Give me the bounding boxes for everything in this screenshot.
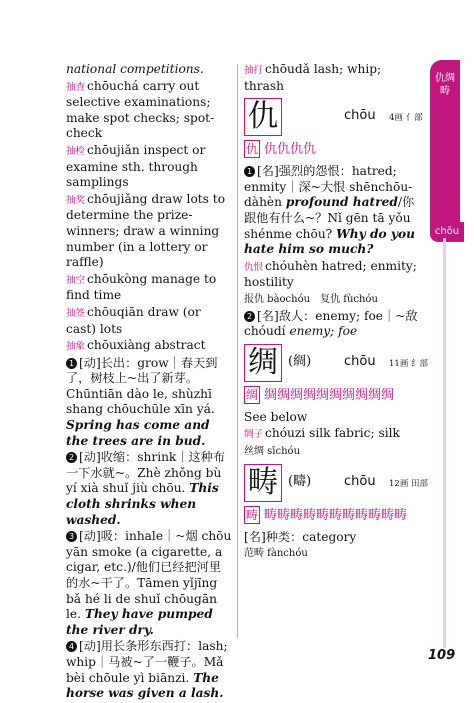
headword-character: 畴 (244, 464, 282, 502)
sense-number: 3 (66, 531, 77, 542)
headword-character: 绸 (244, 344, 282, 382)
sense-number: 1 (66, 358, 77, 369)
compound-entry: 抽象 chōuxiàng abstract (66, 338, 206, 353)
headword-pinyin: chōu (344, 353, 376, 369)
compound-headword: 抽检 (66, 145, 86, 157)
compound-line: 范畴 fànchóu (244, 548, 308, 560)
left-column (66, 62, 232, 703)
stroke-order-box: 绸 (246, 387, 259, 402)
compound-entry: 抽查 chōuchá carry out selective examinations; make spot checks; spot-check (66, 78, 215, 141)
stroke-radical-info: 12画 田部 (389, 478, 429, 489)
compound-entry: 绸子 chóuzi silk fabric; silk (244, 426, 400, 441)
sense-entry: 2 [动]收缩：shrink｜这种布一下水就~。Zhè zhǒng bù yí xià shuǐ jiù chōu. This cloth shrinks when washed. (66, 450, 226, 527)
headword-pinyin: chōu (344, 473, 376, 489)
stroke-radical-info: 11画 纟部 (389, 358, 429, 369)
traditional-form: (綢) (288, 353, 312, 369)
side-tab-label: chōu (430, 222, 464, 242)
sense-entry: 1 [动]长出：grow｜春天到了，树枝上~出了新芽。Chūntiān dào le, shùzhī shang chōuchūle xīn yá. Spring has come and the trees are in bud. (66, 355, 218, 448)
compound-entry: 抽空 chōukòng manage to find time (66, 271, 217, 303)
traditional-form: (疇) (288, 473, 312, 489)
character-entry (244, 464, 429, 504)
stroke-order: 仇 仇仇仇仇 (246, 142, 317, 158)
right-column (244, 62, 429, 563)
sense-number: 2 (244, 311, 255, 322)
compound-headword: 抽签 (66, 307, 86, 319)
compound-headword: 抽象 (66, 341, 86, 353)
sense-entry: 1 [名]强烈的怨恨：hatred; enmity｜深~大恨 shēnchōu-dàhèn profound hatred/你跟他有什么~？Nǐ gēn tā yǒu shénme chōu? Why do you hate him so much? (244, 164, 415, 257)
compound-headword: 抽空 (66, 274, 86, 286)
compound-line: 报仇 bàochóu 复仇 fùchóu (244, 293, 378, 305)
compound-line: 丝绸 sīchóu (244, 445, 301, 457)
compound-headword: 绸子 (244, 429, 264, 441)
sense-entry: 3 [动]吸：inhale｜~烟 chōu yān smoke (a cigarette, a cigar, etc.)/他们已经把河里的水~干了。Tāmen yǐjīng bǎ hé li de shuǐ chōugān le. They have pumped the river dry. (66, 529, 232, 637)
see-below: See below (244, 409, 308, 424)
sense-number: 4 (66, 641, 77, 652)
page-number: 109 (428, 648, 456, 663)
compound-entry: 抽签 chōuqiān draw (or cast) lots (66, 304, 201, 336)
stroke-order: 畴 畴畴畴畴畴畴畴畴畴畴畴 (246, 507, 408, 523)
sense-number: 1 (244, 166, 255, 177)
stroke-order: 绸 绸绸绸绸绸绸绸绸绸绸 (246, 387, 395, 403)
compound-headword: 仇恨 (244, 261, 264, 273)
compound-headword: 抽查 (66, 81, 86, 93)
stroke-order-box: 畴 (246, 507, 259, 522)
line: national competitions. (66, 62, 204, 76)
compound-headword: 抽打 (244, 65, 264, 76)
compound-entry: 抽检 chōujiǎn inspect or examine sth. through samplings (66, 142, 206, 190)
compound-entry: 仇恨 chóuhèn hatred; enmity; hostility (244, 258, 417, 290)
character-entry (244, 344, 429, 384)
headword-pinyin: chōu (344, 108, 376, 124)
compound-entry: 抽奖 chōujiǎng draw lots to determine the prize-winners; draw a winning number (in a lottery or raffle) (66, 191, 226, 270)
compound-entry: 抽打 chōudǎ lash; whip; thrash (244, 62, 382, 93)
compound-headword: 抽奖 (66, 194, 86, 206)
side-tab-chars: 仇绸畴 (435, 73, 455, 97)
sense-number: 2 (66, 452, 77, 463)
stroke-radical-info: 4画 亻部 (389, 113, 423, 124)
sense-entry: 2 [名]敌人：enemy; foe｜~敌 chóudí enemy; foe (244, 308, 418, 339)
side-decor-bar (443, 238, 446, 648)
column-divider (237, 64, 238, 638)
sense-entry: [名]种类：category (244, 529, 357, 544)
headword-character: 仇 (244, 98, 282, 136)
character-entry (244, 98, 423, 138)
stroke-order-box: 仇 (246, 142, 259, 157)
sense-entry: 4 [动]用长条形东西打：lash; whip｜马被~了一鞭子。Mǎ bèi chōule yì biānzi. The horse was given a lash. (66, 639, 228, 701)
